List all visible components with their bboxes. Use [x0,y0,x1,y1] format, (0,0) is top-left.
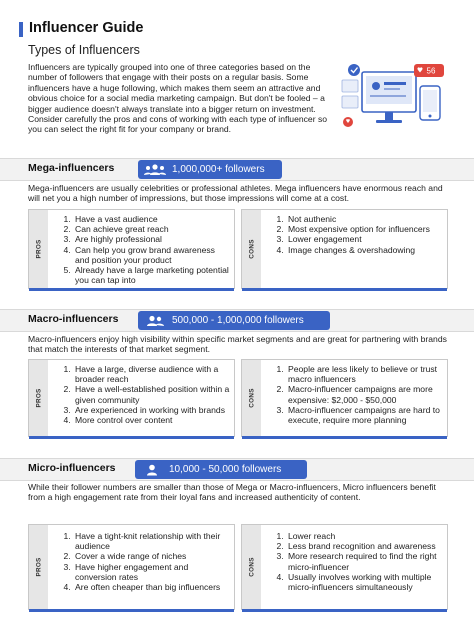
users-icon [138,311,172,330]
cons-tab [242,525,261,609]
cons-list [268,531,443,592]
list-item: 2. Less brand recognition and awareness [286,541,443,551]
pros-box [28,359,235,437]
list-item: 2. Cover a wide range of niches [73,551,230,561]
list-item: 5. Already have a large marketing potential you can tap into [73,265,230,285]
title-accent-bar [19,22,23,37]
section-title: Macro-influencers [28,313,119,325]
cons-box [241,359,448,437]
section-title: Mega-influencers [28,162,115,174]
cons-box [241,524,448,610]
pros-tab [29,360,48,436]
pros-box [28,209,235,289]
accent-underline [29,436,234,439]
intro-paragraph: Influencers are typically grouped into one of three categories based on the number of followers that engage with their posts on a regular basis. Some influencers have a huge following, which makes them seem an attractive and obvious choice for a social media marketing campaign. But don't be fooled – a bigger audience doesn't always translate into a bigger return on investment. Consider carefully the pros and cons of working with each type of influencer so you can select the right fit for your company or brand. [28,62,328,135]
list-item: 3. More research required to find the right micro-influencer [286,551,443,571]
pros-label: PROS [35,239,43,259]
list-item: 1. Have a large, diverse audience with a broader reach [73,364,230,384]
like-count-text: 56 [426,66,436,76]
accent-underline [242,288,447,291]
followers-badge [138,311,330,330]
list-item: 4. Are often cheaper than big influencers [73,582,230,592]
cons-label: CONS [248,239,256,259]
list-item: 2. Can achieve great reach [73,224,230,234]
section-description: While their follower numbers are smaller than those of Mega or Macro-influencers, Micro influencers benefit from a high engagement rate from their loyal fans and increased authenticity of content. [28,482,436,503]
list-item: 1. Have a vast audience [73,214,230,224]
pros-tab [29,525,48,609]
followers-badge [138,160,282,179]
pros-label: PROS [35,388,43,408]
cons-label: CONS [248,388,256,408]
section-title: Micro-influencers [28,462,116,474]
cons-box [241,209,448,289]
accent-underline [29,288,234,291]
section-header-macro [0,309,474,332]
pros-box [28,524,235,610]
pros-label: PROS [35,557,43,577]
list-item: 3. Have higher engagement and conversion rates [73,562,230,582]
list-item: 4. Can help you grow brand awareness and position your product [73,245,230,265]
cons-label: CONS [248,557,256,577]
cons-list [268,214,443,255]
list-item: 1. Lower reach [286,531,443,541]
page-title: Influencer Guide [29,20,144,36]
section-header-micro [0,458,474,481]
social-media-illustration [340,60,446,138]
list-item: 2. Macro-influencer campaigns are more expensive: $2,000 - $50,000 [286,384,443,404]
followers-text: 10,000 - 50,000 followers [169,464,282,475]
followers-text: 1,000,000+ followers [172,164,265,175]
pros-list [55,531,230,592]
section-header-mega [0,158,474,181]
list-item: 2. Have a well-established position within a given community [73,384,230,404]
cons-tab [242,210,261,288]
cons-tab [242,360,261,436]
list-item: 3. Lower engagement [286,234,443,244]
followers-badge [135,460,307,479]
accent-underline [242,609,447,612]
user-icon [135,460,169,479]
users-icon [138,160,172,179]
pros-list [55,214,230,285]
accent-underline [242,436,447,439]
list-item: 1. Not authenic [286,214,443,224]
list-item: 2. Most expensive option for influencers [286,224,443,234]
cons-list [268,364,443,425]
list-item: 4. More control over content [73,415,230,425]
followers-text: 500,000 - 1,000,000 followers [172,315,304,326]
list-item: 1. People are less likely to believe or trust macro influencers [286,364,443,384]
page-subtitle: Types of Influencers [28,43,140,57]
pros-list [55,364,230,425]
list-item: 4. Usually involves working with multiple micro-influencers simultaneously [286,572,443,592]
accent-underline [29,609,234,612]
section-description: Mega-influencers are usually celebrities or professional athletes. Mega influencers have enormous reach and will net you a high number of impressions, but those impressions will come at a cost. [28,183,443,204]
list-item: 3. Macro-influencer campaigns are hard to execute, require more planning [286,405,443,425]
pros-tab [29,210,48,288]
list-item: 4. Image changes & overshadowing [286,245,443,255]
section-description: Macro-influencers enjoy high visibility within specific market segments and are great for partnering with brands that match the interests of that market segment. [28,334,447,355]
list-item: 3. Are experienced in working with brands [73,405,230,415]
list-item: 3. Are highly professional [73,234,230,244]
list-item: 1. Have a tight-knit relationship with their audience [73,531,230,551]
